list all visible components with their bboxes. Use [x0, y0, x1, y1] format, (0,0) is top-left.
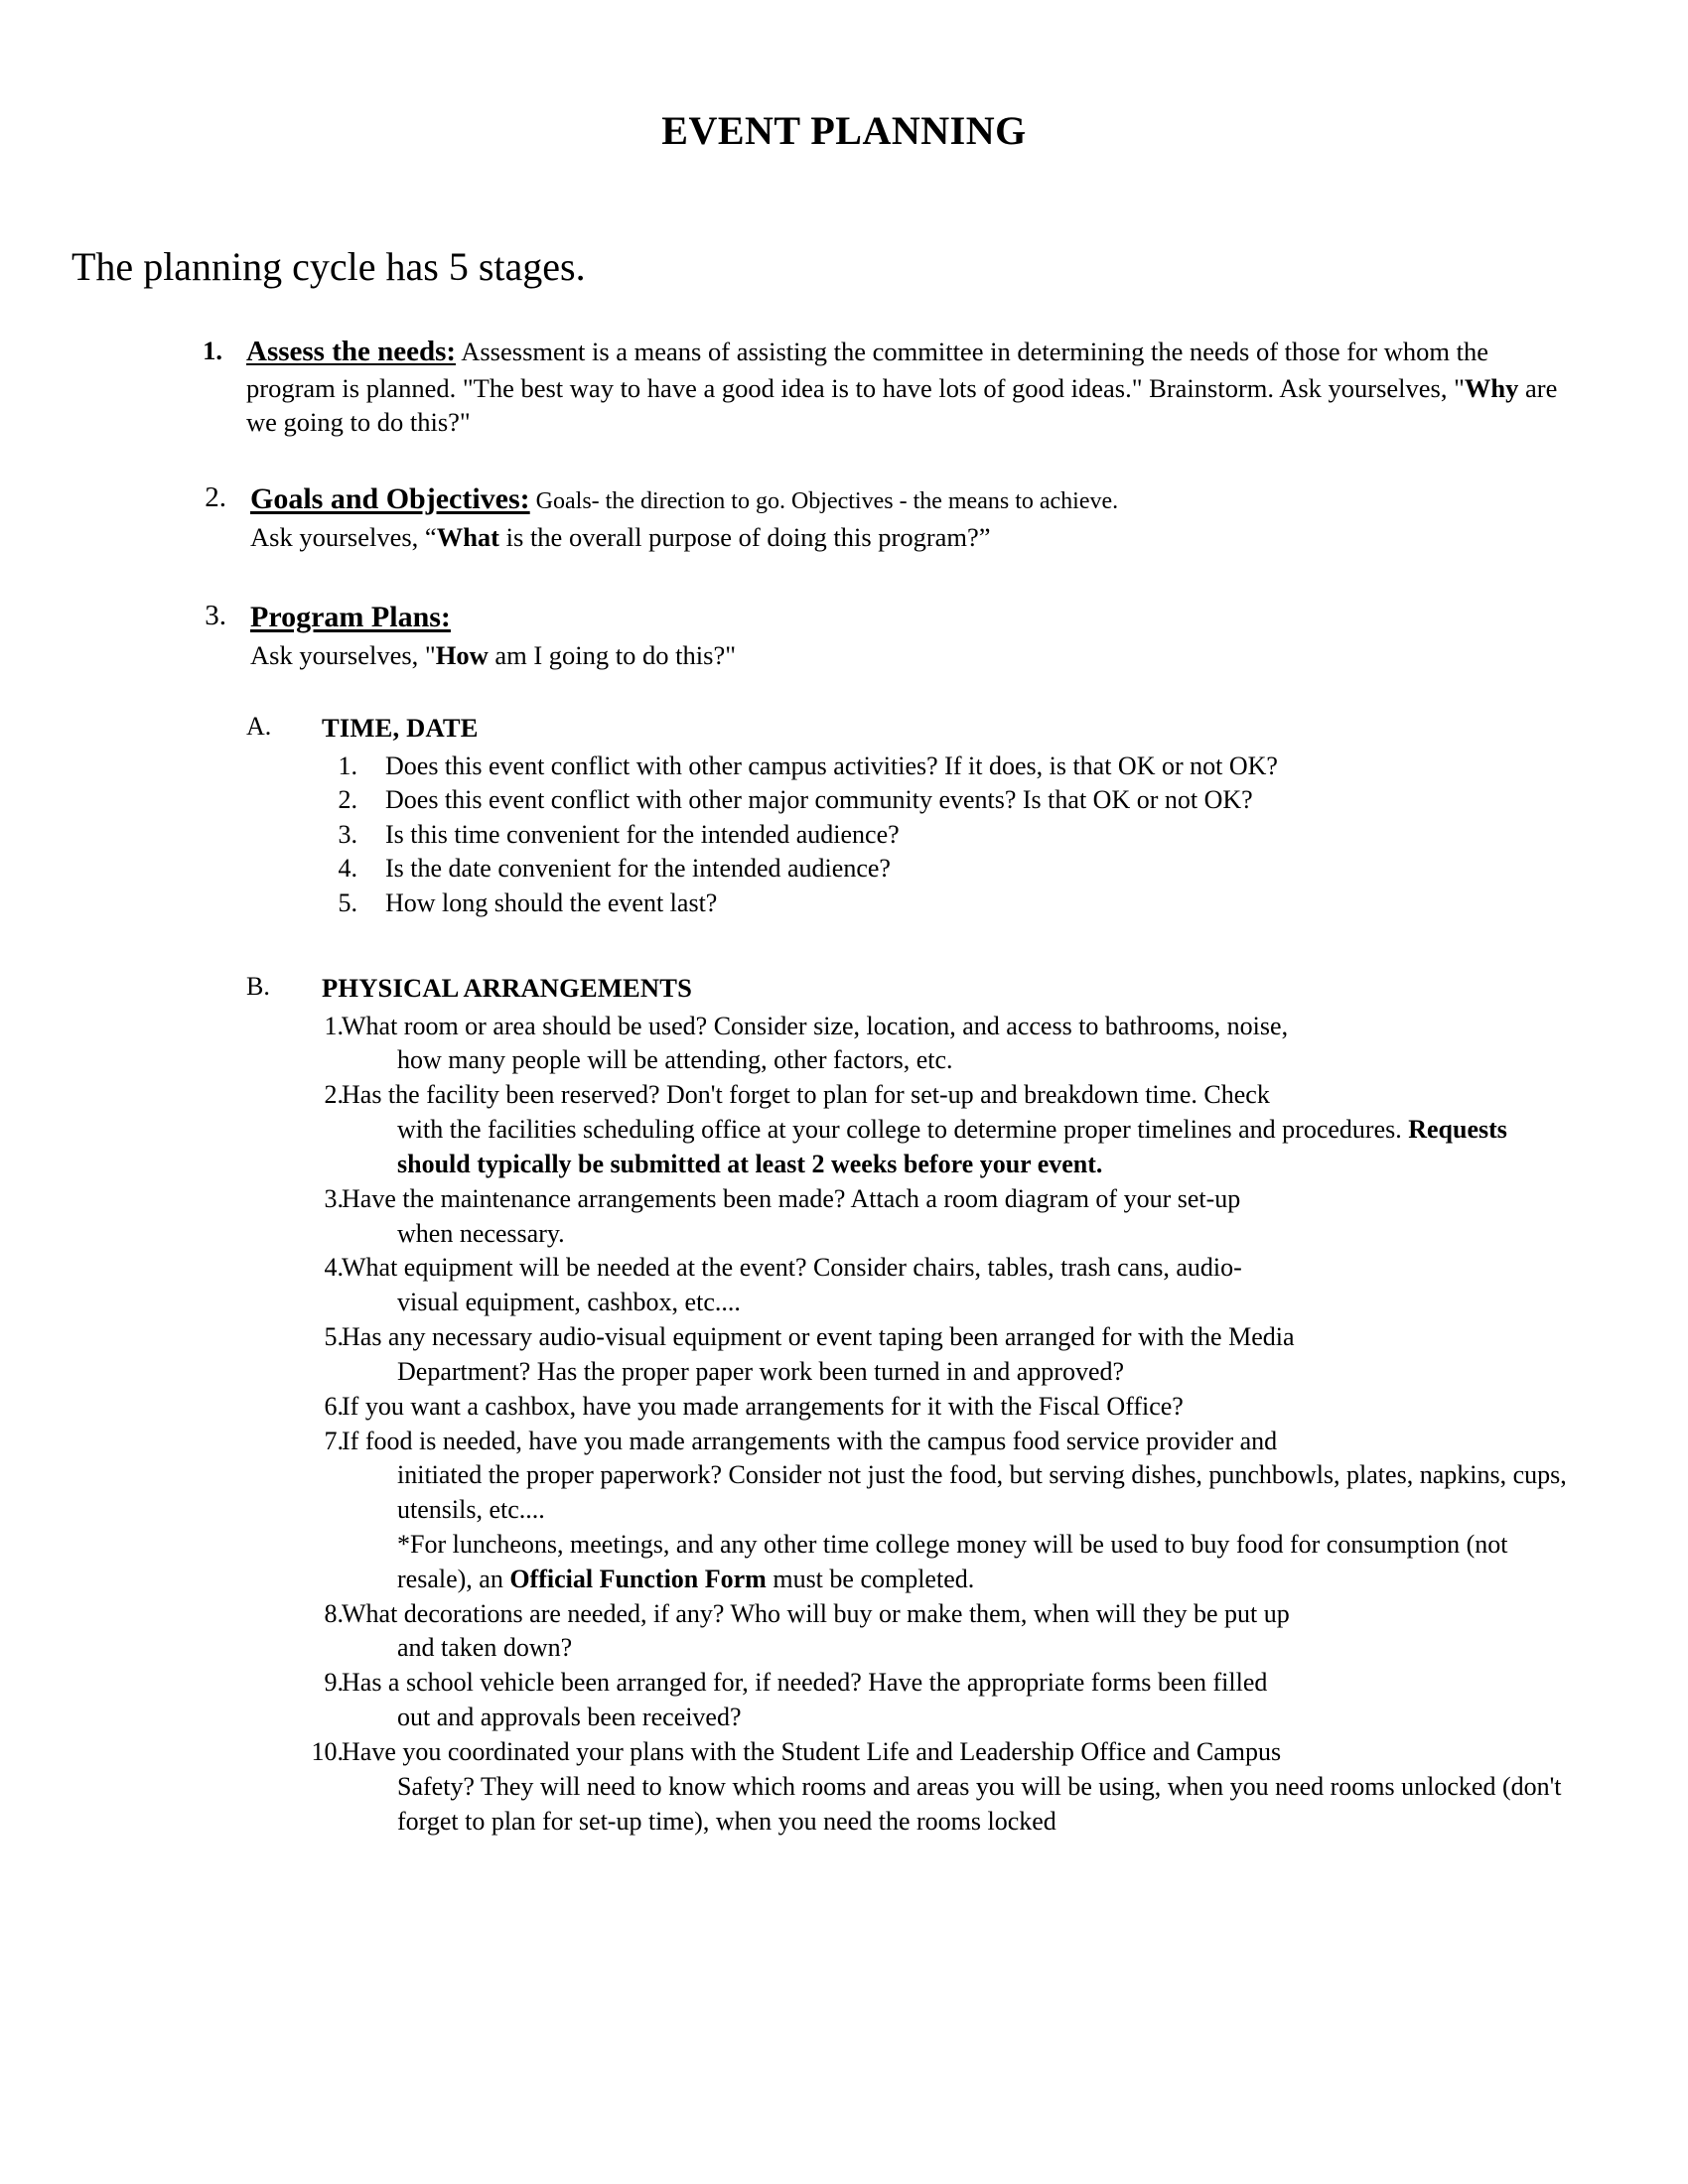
list-item [322, 887, 1581, 921]
list-item-text: Does this event conflict with other major community events? Is that OK or not OK? [385, 785, 1253, 815]
list-item-first-line: Has any necessary audio-visual equipment or event taping been arranged for with the Media [342, 1322, 1295, 1352]
time-date-question-list [322, 750, 1581, 921]
stage-sub-emphasis: What [436, 521, 500, 552]
stage-marker: 3. [205, 600, 226, 631]
list-item-first-line: What decorations are needed, if any? Who will buy or make them, when will they be put up [342, 1598, 1290, 1628]
stage-label-goals-and-objectives: Goals and Objectives: [250, 481, 530, 515]
list-item [296, 1666, 1581, 1735]
list-item [296, 1182, 1581, 1252]
list-item [296, 1735, 1581, 1839]
sub-section-letter: A. [246, 712, 272, 742]
list-item [322, 750, 1581, 784]
list-item-text: Is the date convenient for the intended audience? [385, 854, 891, 884]
stage-item-assess-the-needs [107, 334, 1581, 440]
stage-sub-text: Ask yourselves, “ [250, 521, 437, 552]
list-item-number: 4. [338, 854, 357, 884]
list-item [322, 818, 1581, 853]
list-item-number: 7. [324, 1426, 344, 1455]
list-item-number: 1. [324, 1011, 344, 1040]
footnote-text-tail: must be completed. [766, 1564, 975, 1593]
list-item-first-line: What room or area should be used? Consider size, location, and access to bathrooms, noise, [342, 1011, 1289, 1040]
list-item [296, 1390, 1581, 1425]
list-item-first-line: Have the maintenance arrangements been made? Attach a room diagram of your set-up [342, 1183, 1241, 1213]
sub-section-title-physical-arrangements: PHYSICAL ARRANGEMENTS [322, 973, 693, 1004]
stage-body-emphasis: Why [1464, 372, 1519, 403]
lead-heading: The planning cycle has 5 stages. [71, 244, 586, 289]
list-item-first-line: Has a school vehicle been arranged for, if needed? Have the appropriate forms been filled [342, 1668, 1268, 1698]
list-item-bold-emphasis: Requests should typically be submitted at least 2 weeks before your event. [397, 1115, 1507, 1178]
list-item-first-line: If you want a cashbox, have you made arrangements for it with the Fiscal Office? [342, 1391, 1184, 1421]
footnote-text: *For luncheons, meetings, and any other time college money will be used to buy food for consumption (not resale), an [397, 1530, 1508, 1593]
stage-label-assess-the-needs: Assess the needs: [246, 336, 457, 367]
stage-sub-line [250, 638, 1581, 672]
list-item-number: 8. [324, 1598, 344, 1628]
list-item-first-line: If food is needed, have you made arrangements with the campus food service provider and [342, 1426, 1278, 1455]
list-item-text: How long should the event last? [385, 887, 718, 917]
footnote-bold-emphasis: Official Function Form [509, 1564, 767, 1593]
list-item [322, 783, 1581, 818]
list-item-number: 10. [311, 1736, 344, 1766]
list-item [296, 1597, 1581, 1667]
list-item-continuation: how many people will be attending, other factors, etc. [397, 1045, 953, 1075]
list-item-first-line: Has the facility been reserved? Don't forget to plan for set-up and breakdown time. Check [342, 1080, 1270, 1110]
stage-body-text-tail: are we going to do this?" [246, 372, 1558, 438]
stage-body-small-text: Goals- the direction to go. Objectives - the means to achieve. [529, 487, 1119, 514]
planning-stages-list [107, 334, 1581, 672]
list-item-number: 5. [324, 1322, 344, 1352]
list-item-number: 9. [324, 1668, 344, 1698]
sub-section-time-date [107, 712, 1581, 920]
list-item [296, 1251, 1581, 1320]
list-item [296, 1078, 1581, 1181]
list-item [322, 852, 1581, 887]
list-item-first-line: What equipment will be needed at the event? Consider chairs, tables, trash cans, audio- [342, 1253, 1242, 1283]
stage-label-program-plans: Program Plans: [250, 601, 451, 633]
page-title: EVENT PLANNING [661, 108, 1027, 153]
list-item-text: Is this time convenient for the intended audience? [385, 819, 900, 849]
list-item [296, 1010, 1581, 1079]
list-item-number: 5. [338, 887, 357, 917]
list-item-number: 2. [338, 785, 357, 815]
list-item-number: 4. [324, 1253, 344, 1283]
list-item-continuation-text: with the facilities scheduling office at your college to determine proper timelines and procedures. [397, 1115, 1409, 1145]
list-item-continuation: and taken down? [397, 1633, 573, 1663]
stage-marker: 2. [205, 480, 226, 513]
list-item-number: 6. [324, 1391, 344, 1421]
list-item-number: 1. [338, 751, 357, 780]
list-item-continuation: Safety? They will need to know which rooms and areas you will be using, when you need rooms unlocked (don't forget to plan for set-up time), when you need the rooms locked [397, 1771, 1562, 1836]
list-item-number: 3. [324, 1183, 344, 1213]
list-item-continuation: initiated the proper paperwork? Consider not just the food, but serving dishes, punchbowls, plates, napkins, cups, utensils, etc.... [397, 1460, 1567, 1525]
list-item-first-line: Have you coordinated your plans with the Student Life and Leadership Office and Campus [342, 1736, 1282, 1766]
list-item-continuation: out and approvals been received? [397, 1703, 742, 1732]
stage-sub-text: Ask yourselves, " [250, 640, 436, 670]
list-item-continuation: Department? Has the proper paper work been turned in and approved? [397, 1356, 1125, 1386]
list-item-number: 2. [324, 1080, 344, 1110]
stage-sub-text-tail: is the overall purpose of doing this program?” [499, 521, 991, 552]
stage-sub-line [250, 520, 1581, 554]
list-item [296, 1425, 1581, 1597]
lettered-sections [107, 712, 1581, 1839]
stage-item-goals-and-objectives [107, 479, 1581, 554]
list-item-continuation: visual equipment, cashbox, etc.... [397, 1288, 741, 1317]
stage-marker: 1. [203, 336, 222, 365]
list-item [296, 1320, 1581, 1390]
sub-section-letter: B. [246, 972, 270, 1002]
stage-sub-text-tail: am I going to do this?" [488, 640, 737, 670]
sub-section-title-time-date: TIME, DATE [322, 713, 479, 744]
list-item-footnote [397, 1528, 1581, 1597]
stage-sub-emphasis: How [435, 640, 489, 670]
list-item-continuation: when necessary. [397, 1218, 565, 1248]
sub-section-physical-arrangements [107, 972, 1581, 1839]
stage-item-program-plans [107, 598, 1581, 672]
stage-body-text: Assessment is a means of assisting the committee in determining the needs of those for whom the program is planned. "The best way to have a good idea is to have lots of good ideas." Brainstorm. Ask yourselves, " [246, 337, 1488, 403]
list-item-text: Does this event conflict with other campus activities? If it does, is that OK or not OK? [385, 751, 1278, 780]
list-item-continuation [397, 1113, 1581, 1182]
list-item-number: 3. [338, 819, 357, 849]
physical-arrangements-question-list [296, 1010, 1581, 1840]
